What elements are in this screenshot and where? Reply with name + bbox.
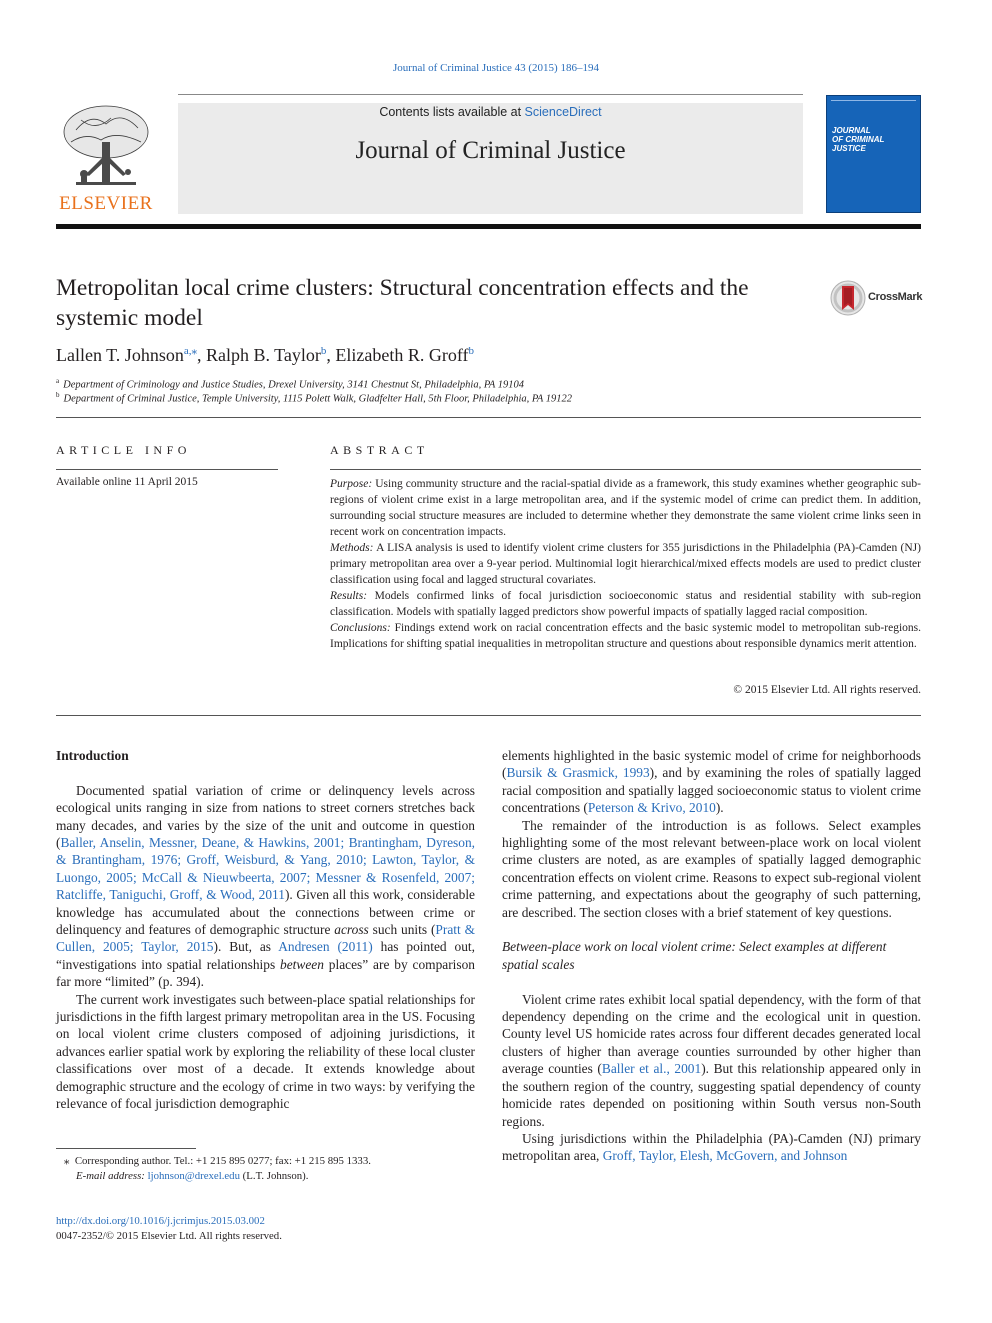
abstract-conclusions <box>330 620 921 652</box>
spacer <box>502 921 921 938</box>
available-online-date: Available online 11 April 2015 <box>56 476 198 488</box>
reference-link[interactable]: Baller et al., 2001 <box>601 1061 702 1077</box>
abstract-rule <box>330 469 921 470</box>
paragraph-text: elements highlighted in the basic systemic model of crime for neighborhoods ( <box>502 748 921 781</box>
issn-line: 0047-2352/© 2015 Elsevier Ltd. All rights reserved. <box>56 1229 282 1242</box>
email-link[interactable]: ljohnson@drexel.edu <box>147 1169 240 1182</box>
article-info-heading: ARTICLE INFO <box>56 443 191 457</box>
author-affil-mark[interactable]: b <box>468 345 475 357</box>
abstract-label: Conclusions: <box>330 622 391 634</box>
author-separator: , <box>326 345 336 365</box>
title-divider <box>56 417 921 418</box>
crossmark-label[interactable]: CrossMark <box>868 291 923 303</box>
abstract-methods <box>330 540 921 588</box>
footnote-email <box>56 1169 476 1184</box>
journal-name[interactable]: Journal of Criminal Justice <box>355 137 626 164</box>
doi-link[interactable]: http://dx.doi.org/10.1016/j.jcrimjus.2015.03.002 <box>56 1215 265 1227</box>
reference-link[interactable]: Pratt & Cullen, 2005; Taylor, 2015 <box>56 922 475 955</box>
spacer <box>502 973 921 990</box>
paragraph-text: Using jurisdictions within the Philadelphia (PA)-Camden (NJ) primary metropolitan area, <box>502 1130 921 1164</box>
author-list <box>56 344 474 366</box>
abstract-text: Using community structure and the racial-spatial divide as a framework, this study examines whether geographic sub-regions of violent crime exist in a large metropolitan area, and if the systemic model of crime can predict them. In addition, surrounding social structure measures are included to determine whether they demonstrate the same violent crime links seen in recent work on concentration impacts. <box>330 478 921 538</box>
intro-paragraph-4: The remainder of the introduction is as follows. Select examples highlighting some of the most relevant between-place work on local violent crime clusters are noted, as are examples of spatially lagged demographic concentration effects on violent crime. Reasons to expect sub-regional violent crime patterning, and expectations about the geography of such patterning, are described. The section closes with a brief statement of key questions. <box>502 817 921 920</box>
paragraph-text: Documented spatial variation of crime or delinquency levels across ecological units ranging in size from nations to street corners stretches back many decades, and varies by the size of the unit and outcome in question ( <box>56 782 475 851</box>
journal-header <box>178 103 803 214</box>
author-affil-mark[interactable]: a,⁎ <box>183 345 197 357</box>
abstract-body <box>330 476 921 652</box>
abstract-label: Methods: <box>330 542 374 554</box>
paragraph-text: ), and by examining the roles of spatially lagged racial composition and spatially lagged socioeconomic status to violent crime concentrations ( <box>502 765 922 816</box>
article-title: Metropolitan local crime clusters: Structural concentration effects and the systemic model <box>56 275 749 331</box>
email-label: E-mail address: <box>76 1169 145 1182</box>
affiliation-b <box>56 391 572 405</box>
footnote-rule <box>56 1148 196 1149</box>
paragraph-text: places” are by comparison far more “limited” (p. 394). <box>56 956 475 990</box>
contents-prefix: Contents lists available at <box>379 105 525 119</box>
reference-link[interactable]: Baller, Anselin, Messner, Deane, & Hawkins, 2001; Brantingham, Dyreson, & Brantingham, 1976; Groff, Weisburd, & Yang, 2010; Lawton, Taylor, & Luongo, 2005; McCall & Nieuwbeerta, 2007; Messner & Rosenfeld, 2007; Ratcliffe, Taniguchi, Groff, & Wood, 2011 <box>56 835 475 903</box>
affiliation-a <box>56 377 524 391</box>
abstract-text: A LISA analysis is used to identify violent crime clusters for 355 jurisdictions in the Philadelphia (PA)-Camden (NJ) primary metropolitan area over a 9-year period. Multinomial logit hierarchical/mixed effects models are used to predict cluster classification using focal and lagged structural covariates. <box>330 542 921 586</box>
author-2[interactable] <box>206 345 326 365</box>
sciencedirect-link[interactable]: ScienceDirect <box>524 105 602 119</box>
abstract-divider <box>56 715 921 716</box>
abstract-label: Purpose: <box>330 478 373 490</box>
intro-paragraph-2: The current work investigates such between-place spatial relationships for jurisdictions in the fifth largest primary metropolitan area in the US. Focusing on local violent crime clusters composed of adjoining jurisdictions, it advances earlier spatial work by exploring the reliability of these local cluster classifications over most of a decade. It extends knowledge about demographic structure and the ecology of crime in two ways: by verifying the relevance of focal jurisdiction demographic <box>56 991 475 1112</box>
body-left-column <box>56 747 475 1113</box>
author-name: Ralph B. Taylor <box>205 345 321 365</box>
affiliation-text: Department of Criminology and Justice Studies, Drexel University, 3141 Chestnut St, Philadelphia, PA 19104 <box>63 379 524 391</box>
paragraph-text: such units ( <box>368 922 436 938</box>
paragraph-text: ). But this relationship appeared only in the southern region of the country, suggesting spatial dependency of county homicide rates depended on positioning within South versus non-South regions. <box>502 1061 921 1129</box>
paragraph-text: ). <box>715 800 724 816</box>
journal-cover-thumbnail[interactable] <box>826 95 921 213</box>
body-paragraph-6 <box>502 1130 921 1165</box>
affiliation-mark: a <box>56 377 60 385</box>
author-1[interactable] <box>56 345 197 365</box>
author-separator: , <box>196 345 206 365</box>
abstract-text: Findings extend work on racial concentration effects and the basic systemic model to metropolitan sub-regions. Implications for shifting spatial inequalities in metropolitan structure and questions about responsible dynamics merit attention. <box>330 622 921 650</box>
affiliation-text: Department of Criminal Justice, Temple University, 1115 Polett Walk, Gladfelter Hall, 5th Floor, Philadelphia, PA 19122 <box>63 393 573 405</box>
article-info-rule <box>56 469 278 470</box>
abstract-results <box>330 588 921 620</box>
reference-link[interactable]: Groff, Taylor, Elesh, McGovern, and Johnson <box>602 1148 848 1164</box>
abstract-label: Results: <box>330 590 368 602</box>
footnote-corresponding-text: Corresponding author. Tel.: +1 215 895 0277; fax: +1 215 895 1333. <box>74 1155 371 1167</box>
abstract-copyright: © 2015 Elsevier Ltd. All rights reserved. <box>733 684 921 696</box>
abstract-text: Models confirmed links of focal jurisdiction socioeconomic status and residential stability with sub-region classification. Models with spatially lagged predictors show powerful impacts of spatially lagged racial composition. <box>330 590 921 618</box>
paragraph-text: Violent crime rates exhibit local spatial dependency, with the form of that dependency depending on the crime and the ecological unit in question. County level US homicide rates across four different decades generated local clusters of higher than average counties surrounded by other higher than average counties ( <box>502 991 921 1077</box>
affiliation-mark: b <box>56 391 60 399</box>
paragraph-text: has pointed out, “investigations into spatial relationships <box>56 939 475 972</box>
footnote <box>56 1154 476 1183</box>
author-name: Lallen T. Johnson <box>56 345 184 365</box>
reference-link[interactable]: Peterson & Krivo, 2010 <box>587 800 716 816</box>
emphasis-text: between <box>280 956 324 972</box>
bottom-info <box>56 1214 282 1243</box>
author-3[interactable] <box>335 345 474 365</box>
crossmark-icon[interactable] <box>830 280 866 316</box>
header-divider <box>56 224 921 229</box>
intro-paragraph-1 <box>56 782 475 991</box>
intro-paragraph-3 <box>502 747 921 817</box>
footnote-corresponding <box>56 1154 476 1169</box>
cover-title: JOURNAL OF CRIMINAL JUSTICE <box>832 126 885 153</box>
emphasis-text: across <box>334 922 369 938</box>
contents-line <box>178 105 803 119</box>
publisher-logo-text: ELSEVIER <box>59 193 153 214</box>
author-affil-mark[interactable]: b <box>320 345 327 357</box>
footnote-marker: ⁎ <box>64 1155 70 1167</box>
reference-link[interactable]: Andresen (2011) <box>278 939 373 955</box>
section-subheading: Between-place work on local violent crime: Select examples at different spatial scales <box>502 939 887 972</box>
introduction-heading: Introduction <box>56 748 129 763</box>
abstract-purpose <box>330 476 921 540</box>
journal-citation[interactable] <box>0 62 992 74</box>
reference-link[interactable]: Bursik & Grasmick, 1993 <box>506 765 650 781</box>
email-suffix: (L.T. Johnson). <box>239 1169 309 1182</box>
header-rule <box>178 94 803 95</box>
abstract-heading: ABSTRACT <box>330 443 429 457</box>
spacer <box>56 764 475 781</box>
paragraph-text: ). But, as <box>213 939 279 955</box>
body-right-column <box>502 747 921 1165</box>
citation-link[interactable]: Journal of Criminal Justice 43 (2015) 186–194 <box>393 62 599 74</box>
cover-strip <box>831 100 916 101</box>
author-name: Elizabeth R. Groff <box>335 345 469 365</box>
body-paragraph-5 <box>502 991 921 1130</box>
paragraph-text: ). Given all this work, considerable knowledge has accumulated about the connections between crime or delinquency and features of demographic structure <box>56 887 475 938</box>
